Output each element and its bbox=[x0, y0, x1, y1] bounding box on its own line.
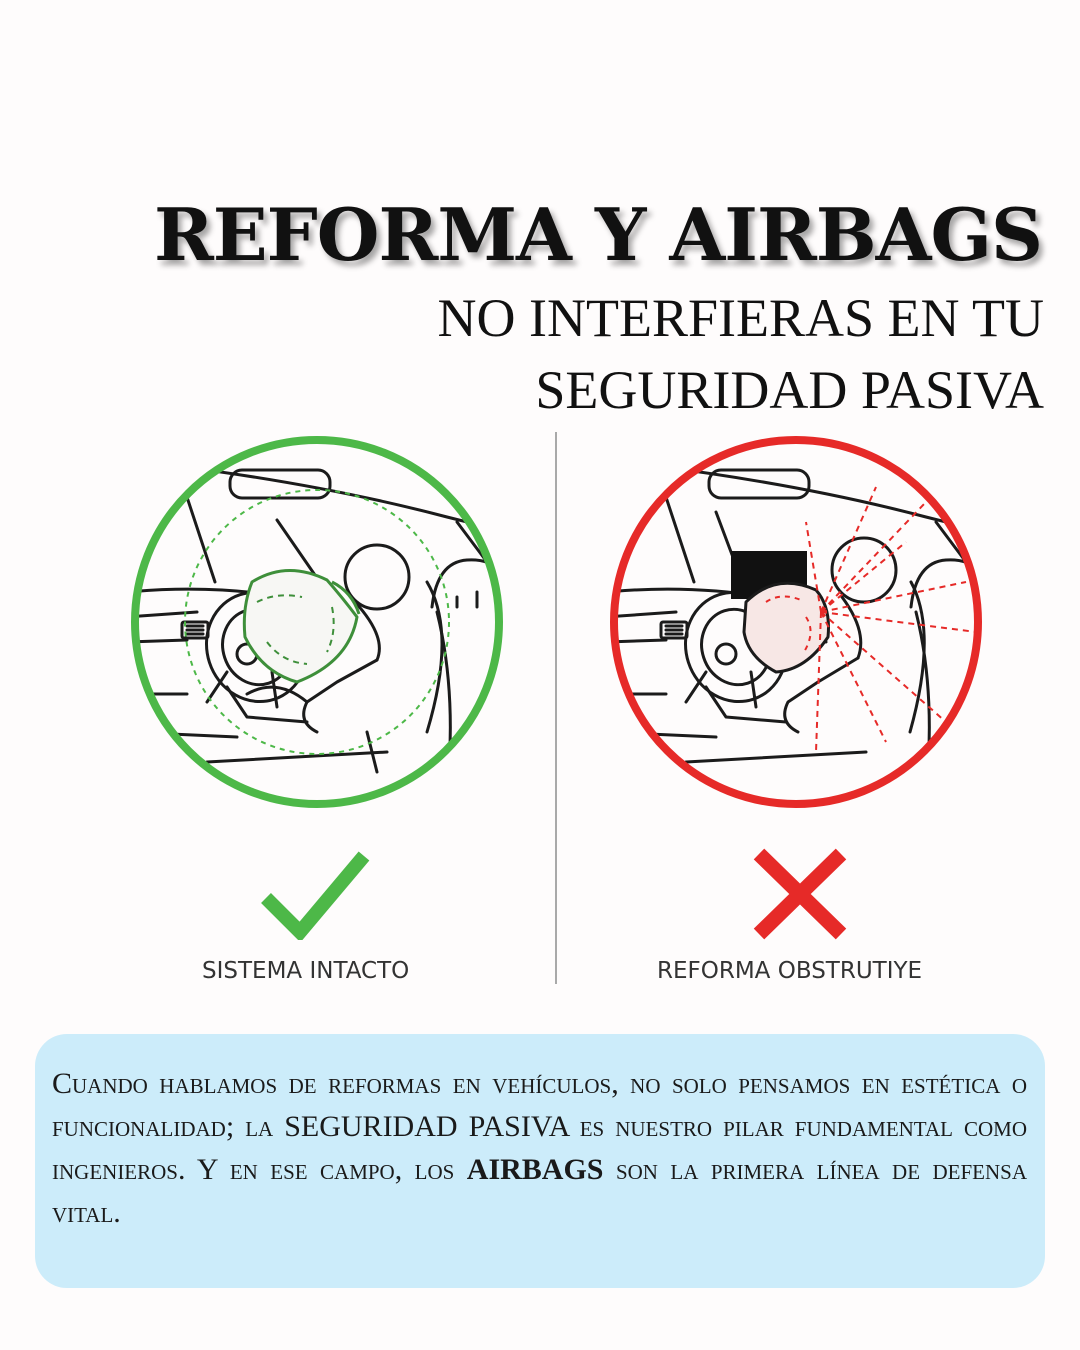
info-text-highlight: AIRBAGS bbox=[466, 1153, 604, 1186]
subtitle-line-2: SEGURIDAD PASIVA bbox=[535, 360, 1044, 420]
info-text-start: Cuando hablamos de reformas en vehículos, no solo pensamos en estética o funcionalidad; la SEGURIDAD PASIVA es nuestro pilar fundamental como ingenieros. Y en ese campo, los bbox=[52, 1067, 1027, 1186]
obstructed-label: REFORMA OBSTRUTIYE bbox=[657, 958, 923, 984]
check-icon bbox=[260, 848, 370, 940]
divider bbox=[555, 432, 557, 984]
info-text bbox=[52, 1062, 1027, 1234]
intact-label: SISTEMA INTACTO bbox=[202, 958, 410, 984]
info-text-end: son la primera línea de defensa vital. bbox=[52, 1153, 1028, 1229]
intact-system-illustration bbox=[127, 432, 507, 812]
page-title: REFORMA Y AIRBAGS bbox=[153, 192, 1042, 277]
page-subtitle bbox=[438, 282, 1045, 426]
info-box bbox=[35, 1034, 1045, 1288]
obstructed-system-illustration bbox=[606, 432, 986, 812]
cross-icon bbox=[745, 848, 855, 940]
subtitle-line-1: NO INTERFIERAS EN TU bbox=[437, 288, 1044, 348]
